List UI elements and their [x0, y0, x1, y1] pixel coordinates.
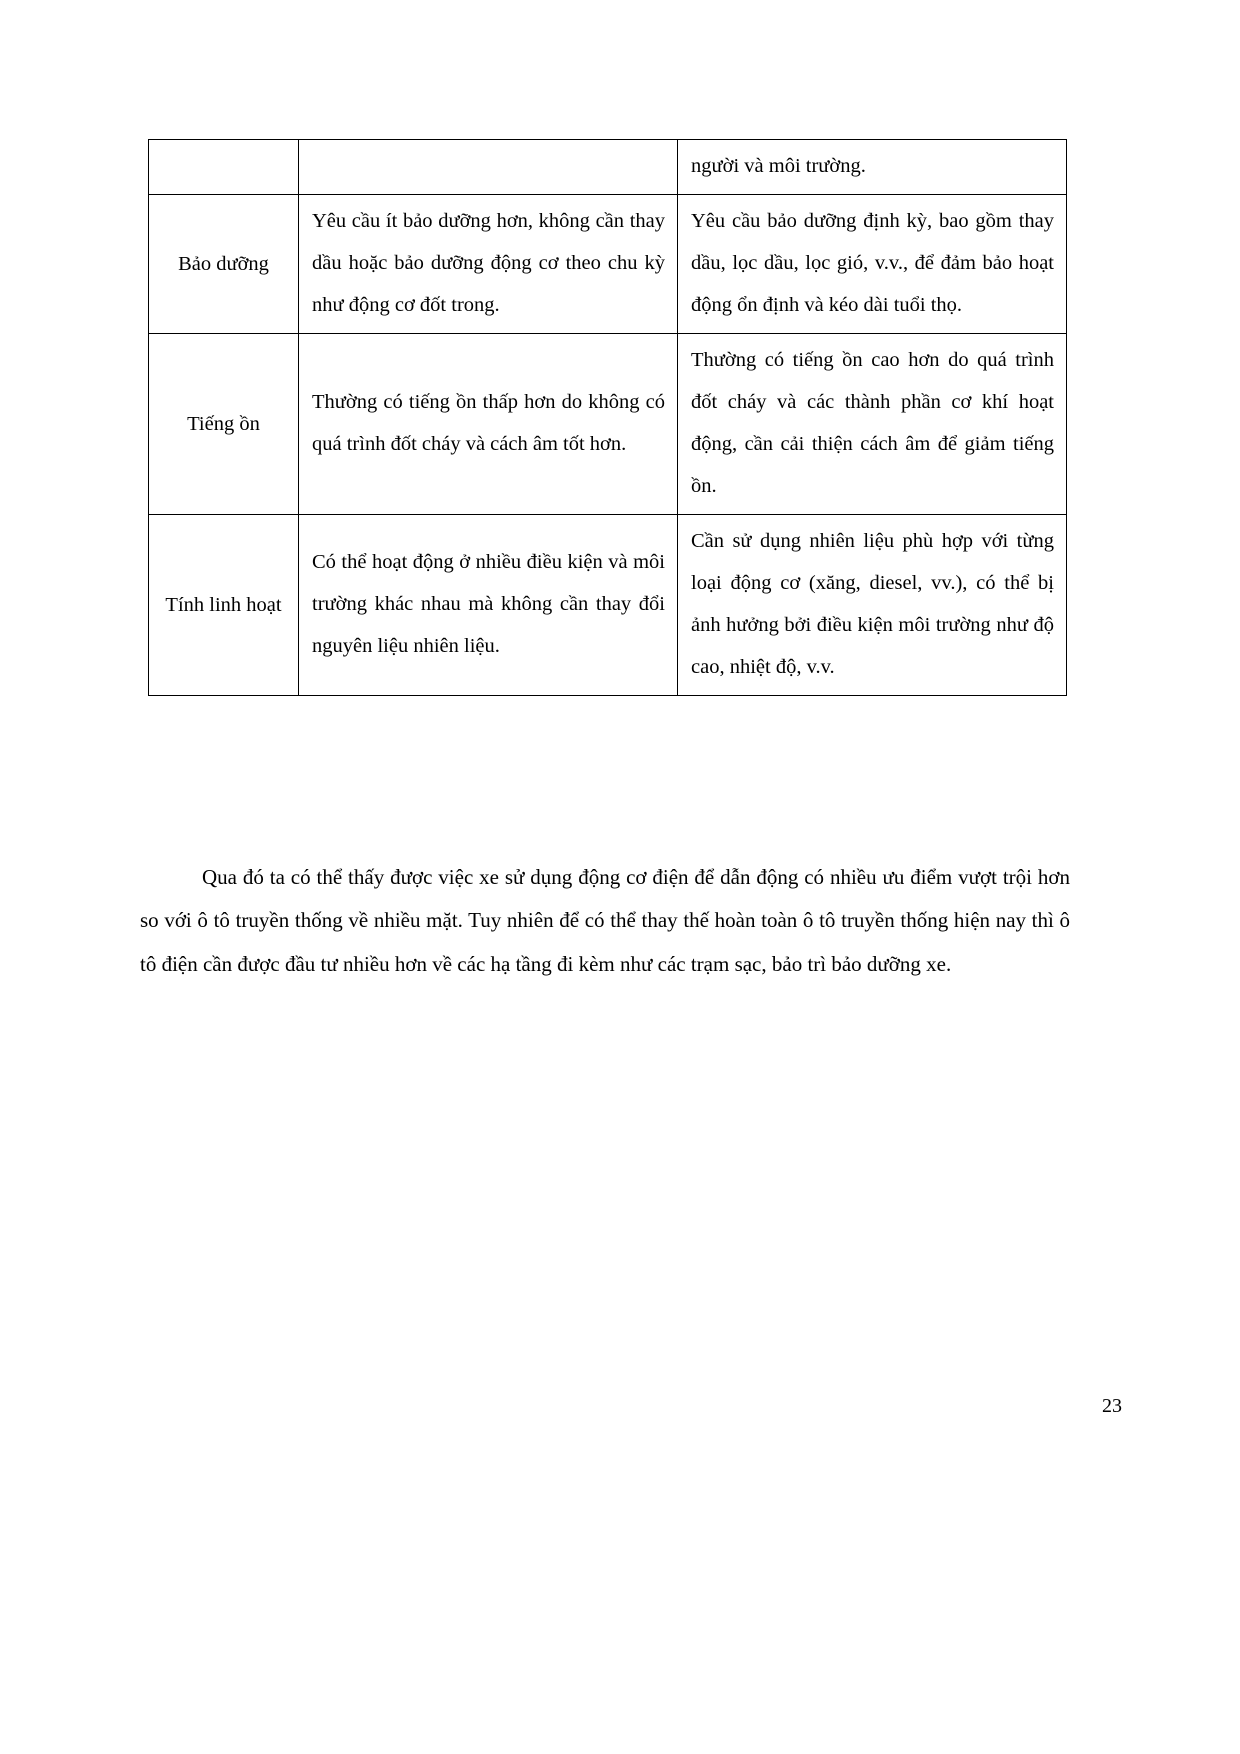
row-label-text: Tính linh hoạt	[165, 594, 282, 617]
table-row	[149, 334, 1067, 515]
row-label-cell	[149, 515, 299, 696]
combustion-cell-text: Thường có tiếng ồn cao hơn do quá trình đốt cháy và các thành phần cơ khí hoạt động, cần cải thiện cách âm để giảm tiếng ồn.	[691, 349, 1054, 498]
combustion-cell	[678, 515, 1067, 696]
page-number: 23	[1102, 1395, 1122, 1417]
row-label-cell	[149, 334, 299, 515]
body-paragraph: Qua đó ta có thể thấy được việc xe sử dụng động cơ điện để dẫn động có nhiều ưu điểm vượt trội hơn so với ô tô truyền thống về nhiều mặt. Tuy nhiên để có thể thay thế hoàn toàn ô tô truyền thống hiện nay thì ô tô điện cần được đầu tư nhiều hơn về các hạ tầng đi kèm như các trạm sạc, bảo trì bảo dưỡng xe.	[140, 865, 1070, 976]
row-label-text: Tiếng ồn	[187, 413, 260, 436]
combustion-cell	[678, 195, 1067, 334]
combustion-cell-text: Yêu cầu bảo dưỡng định kỳ, bao gồm thay dầu, lọc dầu, lọc gió, v.v., để đảm bảo hoạt động ổn định và kéo dài tuổi thọ.	[691, 210, 1054, 317]
electric-cell-text: Có thể hoạt động ở nhiều điều kiện và môi trường khác nhau mà không cần thay đổi nguyên liệu nhiên liệu.	[312, 551, 665, 658]
electric-cell-text: Yêu cầu ít bảo dưỡng hơn, không cần thay dầu hoặc bảo dưỡng động cơ theo chu kỳ như động cơ đốt trong.	[312, 210, 665, 317]
electric-cell	[299, 195, 678, 334]
electric-cell	[299, 334, 678, 515]
table-row	[149, 140, 1067, 195]
table-body	[149, 140, 1067, 696]
comparison-table	[148, 139, 1067, 696]
combustion-cell	[678, 140, 1067, 195]
combustion-cell-text: người và môi trường.	[691, 155, 866, 177]
row-label-cell	[149, 195, 299, 334]
table-row	[149, 515, 1067, 696]
electric-cell-text: Thường có tiếng ồn thấp hơn do không có quá trình đốt cháy và cách âm tốt hơn.	[312, 391, 665, 456]
row-label-cell	[149, 140, 299, 195]
combustion-cell-text: Cần sử dụng nhiên liệu phù hợp với từng loại động cơ (xăng, diesel, vv.), có thể bị ảnh hưởng bởi điều kiện môi trường như độ cao, nhiệt độ, v.v.	[691, 530, 1054, 679]
table-row	[149, 195, 1067, 334]
electric-cell	[299, 515, 678, 696]
combustion-cell	[678, 334, 1067, 515]
row-label-text: Bảo dưỡng	[178, 253, 269, 276]
electric-cell-text	[299, 161, 677, 173]
electric-cell	[299, 140, 678, 195]
